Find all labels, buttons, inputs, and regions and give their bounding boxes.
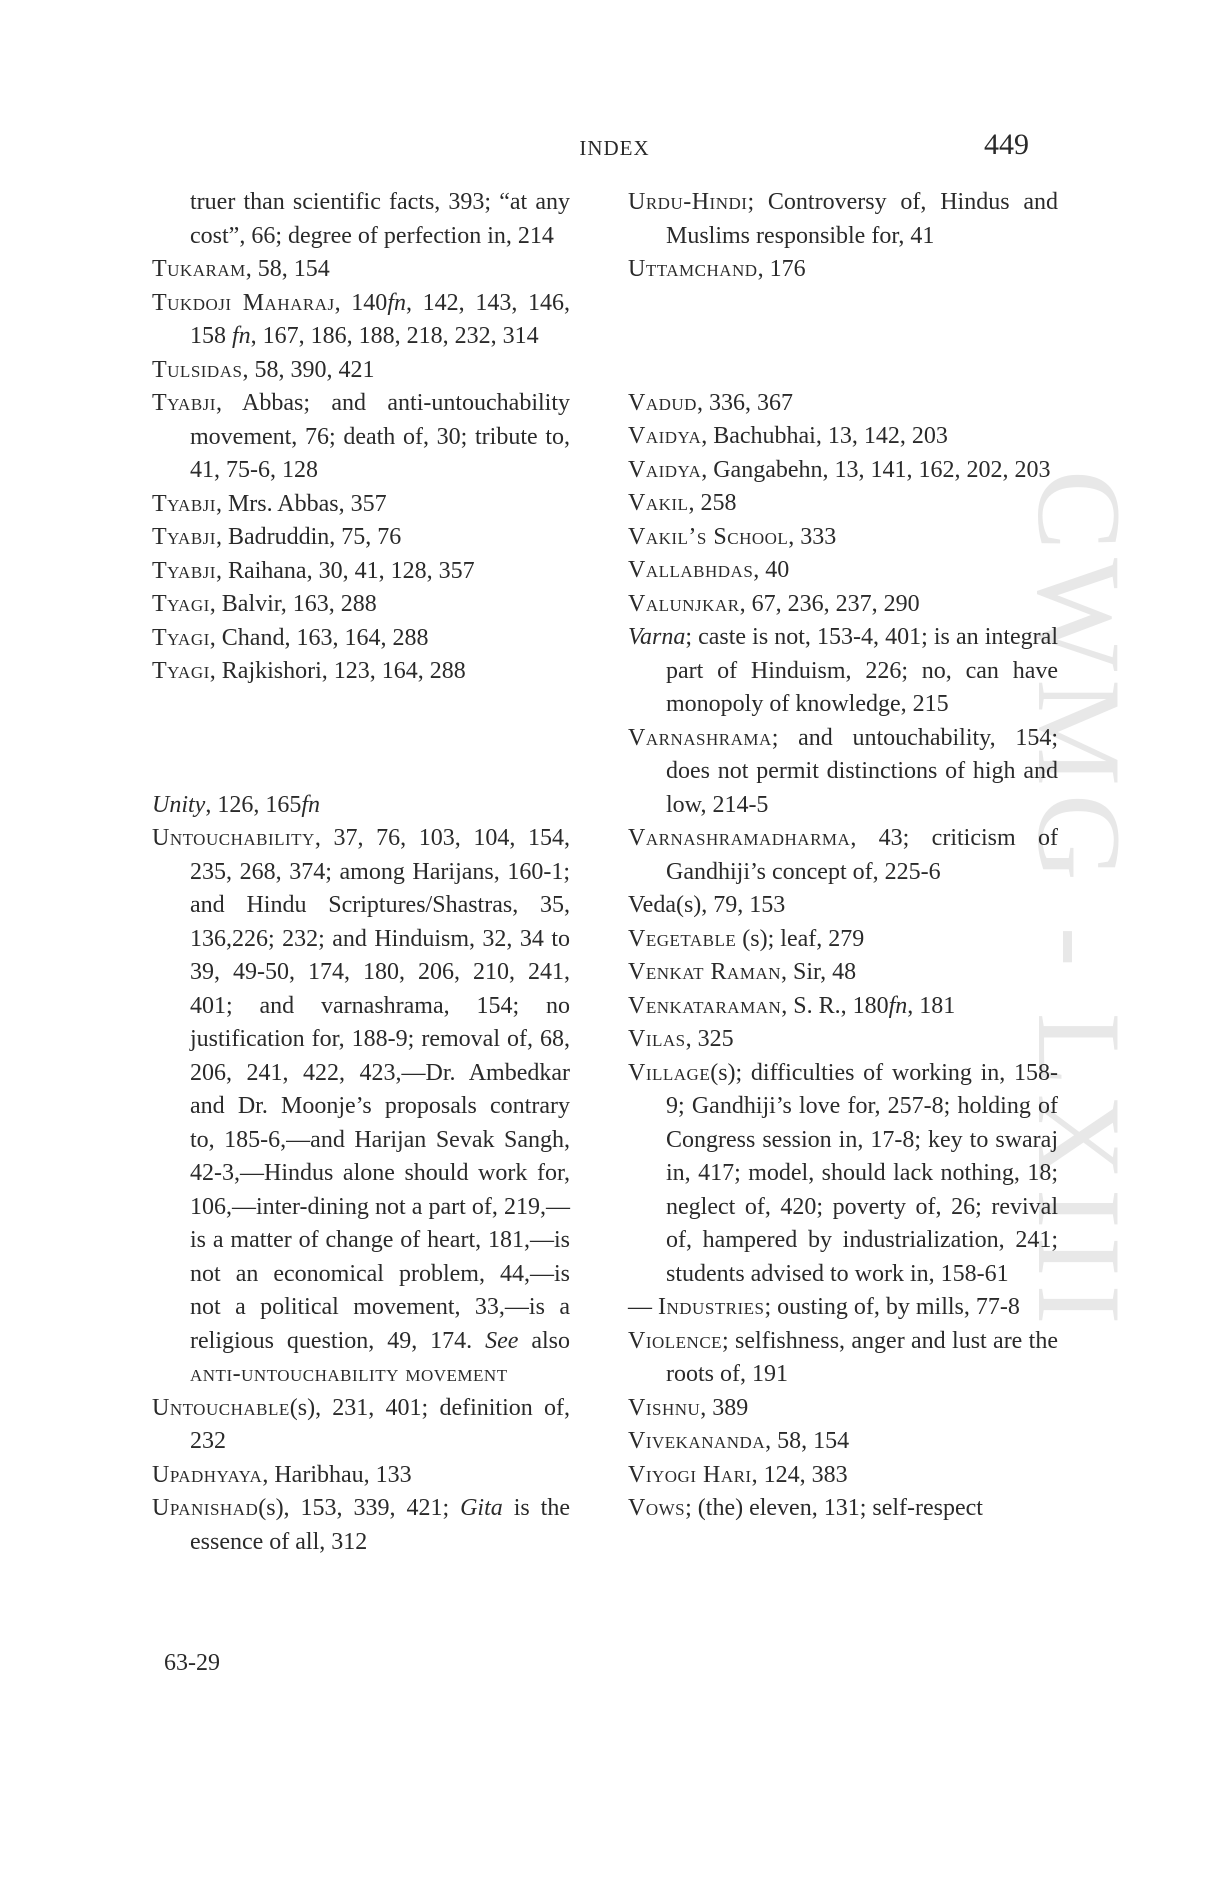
entry-text: (s), 153, 339, 421; xyxy=(258,1495,461,1521)
entry-heading: Varnashramadharma xyxy=(628,825,851,851)
entry-heading: Varnashrama xyxy=(628,724,772,751)
entry-heading: Tyagi xyxy=(152,591,210,617)
entry-heading: Tukdoji Maharaj xyxy=(152,289,335,316)
entry-heading: Upadhyaya xyxy=(152,1461,263,1488)
entry-heading: Viyogi Hari xyxy=(628,1461,752,1488)
entry-heading: Vows xyxy=(628,1495,686,1521)
entry-text: , 325 xyxy=(685,1026,734,1052)
entry-text: (s); difficulties of working in, 158-9; Gandhiji’s love for, 257-8; holding of Congress session in, 17-8; key to swaraj in, 417; model, should lack nothing, 18; neglect of, 420; poverty of, 26; revival of, hampered by industrialization, 241; students advised to work in, 158-61 xyxy=(666,1059,1058,1287)
index-entry xyxy=(628,588,1058,622)
entry-text: , Raihana, 30, 41, 128, 357 xyxy=(215,557,475,584)
entry-heading: Industries xyxy=(658,1294,765,1320)
entry-text: , 126, 165 xyxy=(205,791,302,818)
italic-text: Gita xyxy=(460,1495,503,1521)
index-entry xyxy=(152,354,570,388)
index-entry xyxy=(152,622,570,656)
entry-text: , Badruddin, 75, 76 xyxy=(215,524,402,550)
entry-text: ; ousting of, by mills, 77-8 xyxy=(764,1294,1020,1320)
index-entry xyxy=(152,1459,570,1493)
entry-text: — xyxy=(628,1294,658,1320)
italic-text: See xyxy=(485,1327,519,1354)
entry-text: , 124, 383 xyxy=(751,1461,848,1488)
index-entry xyxy=(628,621,1058,722)
entry-heading: Untouchability xyxy=(152,825,315,851)
entry-text: ; Controversy of, Hindus and Muslims responsible for, 41 xyxy=(666,189,1058,249)
entry-heading: Vallabhdas xyxy=(628,557,754,583)
entry-heading: Venkat Raman xyxy=(628,959,782,985)
entry-text: ; and untouchability, 154; does not permit distinctions of high and low, 214-5 xyxy=(666,724,1058,818)
entry-text: ; (the) eleven, 131; self-respect xyxy=(685,1495,983,1521)
entry-text: , 167, 186, 188, 218, 232, 314 xyxy=(250,323,539,349)
entry-text: , 181 xyxy=(907,992,956,1019)
entry-heading: Vilas xyxy=(628,1026,686,1052)
entry-text: ; selfishness, anger and lust are the roots of, 191 xyxy=(666,1327,1058,1387)
entry-text: Veda(s), 79, 153 xyxy=(628,892,786,918)
entry-text: , S. R., 180 xyxy=(781,992,889,1019)
index-entry xyxy=(152,488,570,522)
index-column-left xyxy=(152,186,570,1559)
italic-text: Unity xyxy=(152,791,206,818)
index-entry xyxy=(152,387,570,488)
entry-text: , Chand, 163, 164, 288 xyxy=(209,624,429,651)
index-entry xyxy=(628,956,1058,990)
index-entry xyxy=(628,1492,1058,1526)
entry-text: , 176 xyxy=(757,256,806,282)
index-entry xyxy=(628,387,1058,421)
index-entry xyxy=(628,454,1058,488)
entry-heading: Vadud xyxy=(628,389,697,416)
entry-heading: Tyabji xyxy=(152,557,216,584)
entry-heading: Violence xyxy=(628,1327,723,1354)
italic-text: fn xyxy=(301,791,320,818)
entry-text: , 58, 390, 421 xyxy=(242,356,375,383)
index-entry xyxy=(152,253,570,287)
entry-heading: Tyagi xyxy=(152,624,210,651)
index-entry xyxy=(152,1492,570,1559)
entry-heading: Village xyxy=(628,1059,711,1086)
entry-heading: Tyabji xyxy=(152,490,216,517)
entry-heading: anti-untouchability movement xyxy=(190,1361,508,1387)
entry-heading: Vakil xyxy=(628,490,689,516)
italic-text: fn xyxy=(387,289,406,316)
watermark: CWMG - LXIII xyxy=(1013,470,1146,1333)
entry-text: , 43; criticism of Gandhiji’s concept of, 225-6 xyxy=(666,825,1058,885)
index-entry xyxy=(628,822,1058,889)
index-entry xyxy=(152,1392,570,1459)
entry-text: is the essence of all, 312 xyxy=(190,1495,570,1555)
entry-heading: Tyagi xyxy=(152,658,210,684)
entry-text: , 37, 76, 103, 104, 154, 235, 268, 374; among Harijans, 160-1; and Hindu Scriptures/Shastras, 35, 136,226; 232; and Hinduism, 32, 34 to 39, 49-50, 174, 180, 206, 210, 241, 401; and varnashrama, 154; no justification for, 188-9; removal of, 68, 206, 241, 422, 423,—Dr. Ambedkar and Dr. Moonje’s proposals contrary to, 185-6,—and Harijan Sevak Sangh, 42-3,—Hindus alone should work for, 106,—inter-dining not a part of, 219,—is a matter of change of heart, 181,—is not an economical problem, 44,—is not a political movement, 33,—is a religious question, 49, 174. xyxy=(190,825,570,1354)
entry-heading: Vakil’s School xyxy=(628,523,789,550)
index-entry xyxy=(152,822,570,1392)
index-entry xyxy=(628,420,1058,454)
entry-text: , Sir, 48 xyxy=(781,959,857,985)
index-entry xyxy=(152,588,570,622)
entry-text: truer than scientific facts, 393; “at any cost”, 66; degree of perfection in, 214 xyxy=(190,189,570,249)
section-gap xyxy=(628,287,1058,387)
entry-text: , 142, 143, 146, 158 xyxy=(190,289,571,349)
entry-heading: Tyabji xyxy=(152,390,216,416)
italic-text: fn xyxy=(232,323,251,349)
entry-heading: Vivekananda xyxy=(628,1428,766,1454)
entry-heading: Vegetable xyxy=(628,925,737,952)
entry-text: , 333 xyxy=(788,523,837,550)
entry-heading: Untouchable xyxy=(152,1394,290,1421)
index-entry xyxy=(152,287,570,354)
italic-text: Varna xyxy=(628,624,686,650)
entry-text: , 40 xyxy=(753,557,790,583)
entry-heading: Upanishad xyxy=(152,1495,259,1521)
index-entry xyxy=(628,722,1058,823)
entry-text: also xyxy=(518,1327,570,1354)
index-entry xyxy=(628,1459,1058,1493)
index-entry xyxy=(628,521,1058,555)
index-entry xyxy=(628,1057,1058,1292)
entry-heading: Uttamchand xyxy=(628,256,758,282)
index-column-right xyxy=(628,186,1058,1526)
entry-heading: Vaidya xyxy=(628,423,702,449)
index-entry xyxy=(628,1023,1058,1057)
entry-text: (s); leaf, 279 xyxy=(736,925,865,952)
index-entry xyxy=(628,487,1058,521)
entry-heading: Vaidya xyxy=(628,456,702,483)
entry-text: , 67, 236, 237, 290 xyxy=(739,590,920,617)
entry-heading: Valunjkar xyxy=(628,590,740,617)
index-entry xyxy=(628,1291,1058,1325)
entry-text: ; caste is not, 153-4, 401; is an integral part of Hinduism, 226; no, can have monopoly of knowledge, 215 xyxy=(666,624,1058,717)
entry-text: , Mrs. Abbas, 357 xyxy=(215,490,387,517)
section-gap xyxy=(152,689,570,789)
page-number: 449 xyxy=(984,128,1029,161)
signature-mark: 63-29 xyxy=(164,1650,220,1676)
entry-text: , Gangabehn, 13, 141, 162, 202, 203 xyxy=(701,456,1051,483)
entry-text: , 58, 154 xyxy=(765,1428,850,1454)
entry-text: , 336, 367 xyxy=(696,389,793,416)
index-entry xyxy=(628,253,1058,287)
entry-heading: Tulsidas xyxy=(152,356,243,383)
running-head-title: INDEX xyxy=(579,136,650,160)
index-entry-continuation xyxy=(152,186,570,253)
entry-text: , Abbas; and anti-untouchability movement, 76; death of, 30; tribute to, 41, 75-6, 128 xyxy=(190,390,570,483)
entry-text: , Balvir, 163, 288 xyxy=(209,591,377,617)
entry-text: , Bachubhai, 13, 142, 203 xyxy=(701,423,948,449)
entry-heading: Tukaram xyxy=(152,256,246,282)
index-entry xyxy=(152,555,570,589)
index-entry xyxy=(628,1325,1058,1392)
index-entry xyxy=(628,990,1058,1024)
index-entry xyxy=(152,521,570,555)
entry-text: , Haribhau, 133 xyxy=(262,1461,412,1488)
entry-text: , Rajkishori, 123, 164, 288 xyxy=(209,658,466,684)
index-entry xyxy=(152,655,570,689)
index-entry xyxy=(628,1425,1058,1459)
index-entry xyxy=(628,889,1058,923)
entry-heading: Tyabji xyxy=(152,524,216,550)
entry-heading: Vishnu xyxy=(628,1394,701,1421)
index-entry xyxy=(628,186,1058,253)
entry-heading: Venkataraman xyxy=(628,992,782,1019)
entry-text: , 58, 154 xyxy=(245,256,330,282)
index-entry xyxy=(628,554,1058,588)
index-entry xyxy=(628,1392,1058,1426)
entry-text: , 258 xyxy=(688,490,737,516)
italic-text: fn xyxy=(888,992,908,1019)
entry-heading: Urdu-Hindi xyxy=(628,189,748,215)
index-entry xyxy=(628,923,1058,957)
entry-text: , 140 xyxy=(334,289,388,316)
entry-text: (s), 231, 401; definition of, 232 xyxy=(190,1394,570,1454)
entry-text: , 389 xyxy=(700,1394,749,1421)
index-entry xyxy=(152,789,570,823)
